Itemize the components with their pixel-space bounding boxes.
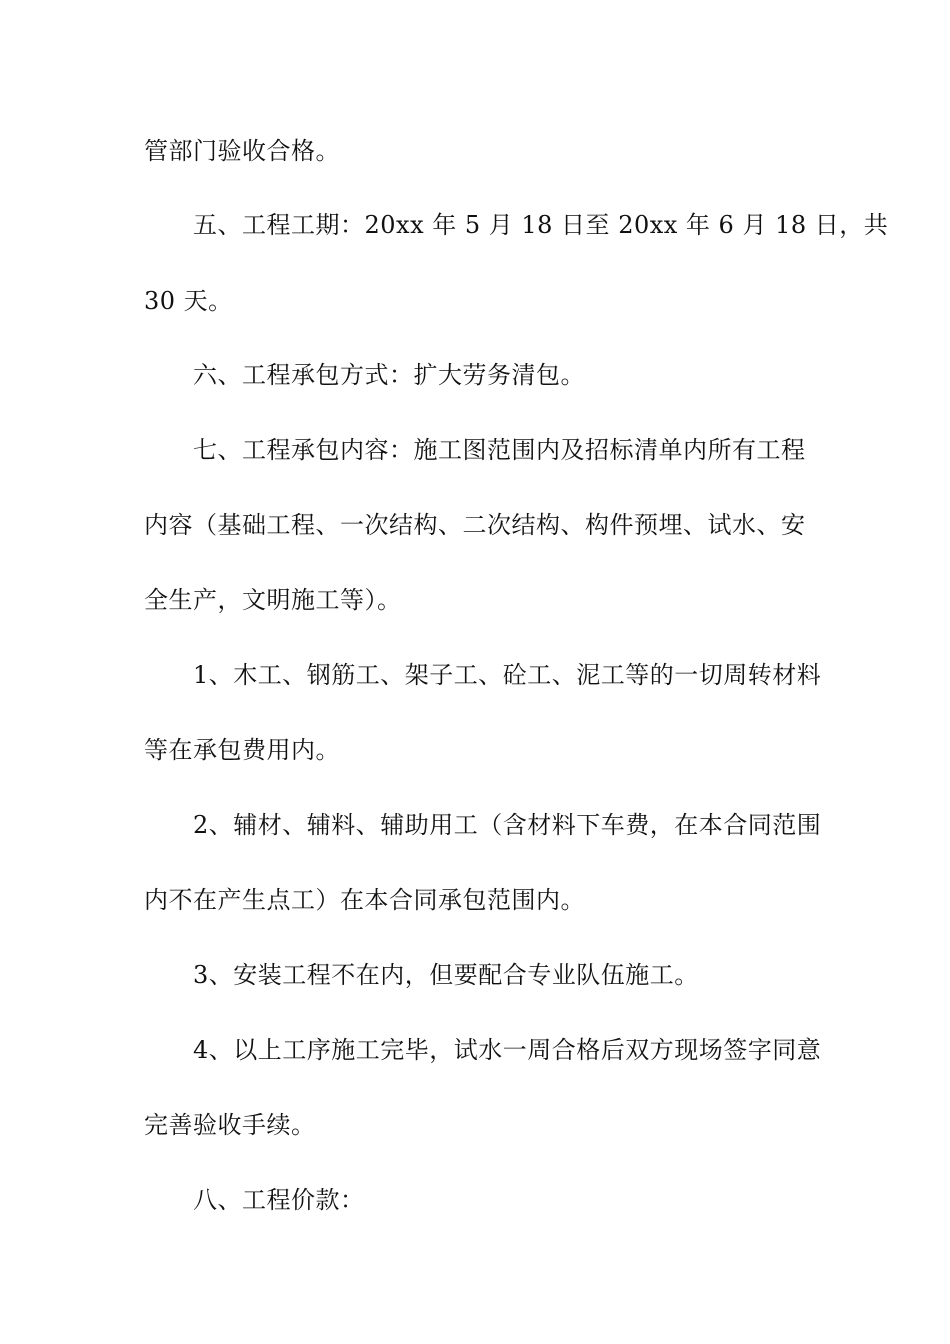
- text-line-15: 八、工程价款：: [193, 1186, 365, 1214]
- text-line-8: 1、木工、钢筋工、架子工、砼工、泥工等的一切周转材料: [193, 661, 822, 689]
- text-line-3: 30 天。: [144, 287, 233, 315]
- text-line-4: 六、工程承包方式：扩大劳务清包。: [193, 361, 585, 389]
- text-line-7: 全生产，文明施工等）。: [144, 586, 402, 614]
- text-line-11: 内不在产生点工）在本合同承包范围内。: [144, 886, 585, 914]
- text-line-9: 等在承包费用内。: [144, 736, 340, 764]
- text-line-13: 4、以上工序施工完毕，试水一周合格后双方现场签字同意: [193, 1036, 822, 1064]
- text-line-1: 管部门验收合格。: [144, 137, 340, 165]
- text-line-2: 五、工程工期：20xx 年 5 月 18 日至 20xx 年 6 月 18 日，共: [193, 211, 889, 239]
- text-line-5: 七、工程承包内容：施工图范围内及招标清单内所有工程: [193, 436, 806, 464]
- text-line-10: 2、辅材、辅料、辅助用工（含材料下车费，在本合同范围: [193, 811, 822, 839]
- text-line-14: 完善验收手续。: [144, 1111, 316, 1139]
- text-line-12: 3、安装工程不在内，但要配合专业队伍施工。: [193, 961, 699, 989]
- text-line-6: 内容（基础工程、一次结构、二次结构、构件预埋、试水、安: [144, 511, 806, 539]
